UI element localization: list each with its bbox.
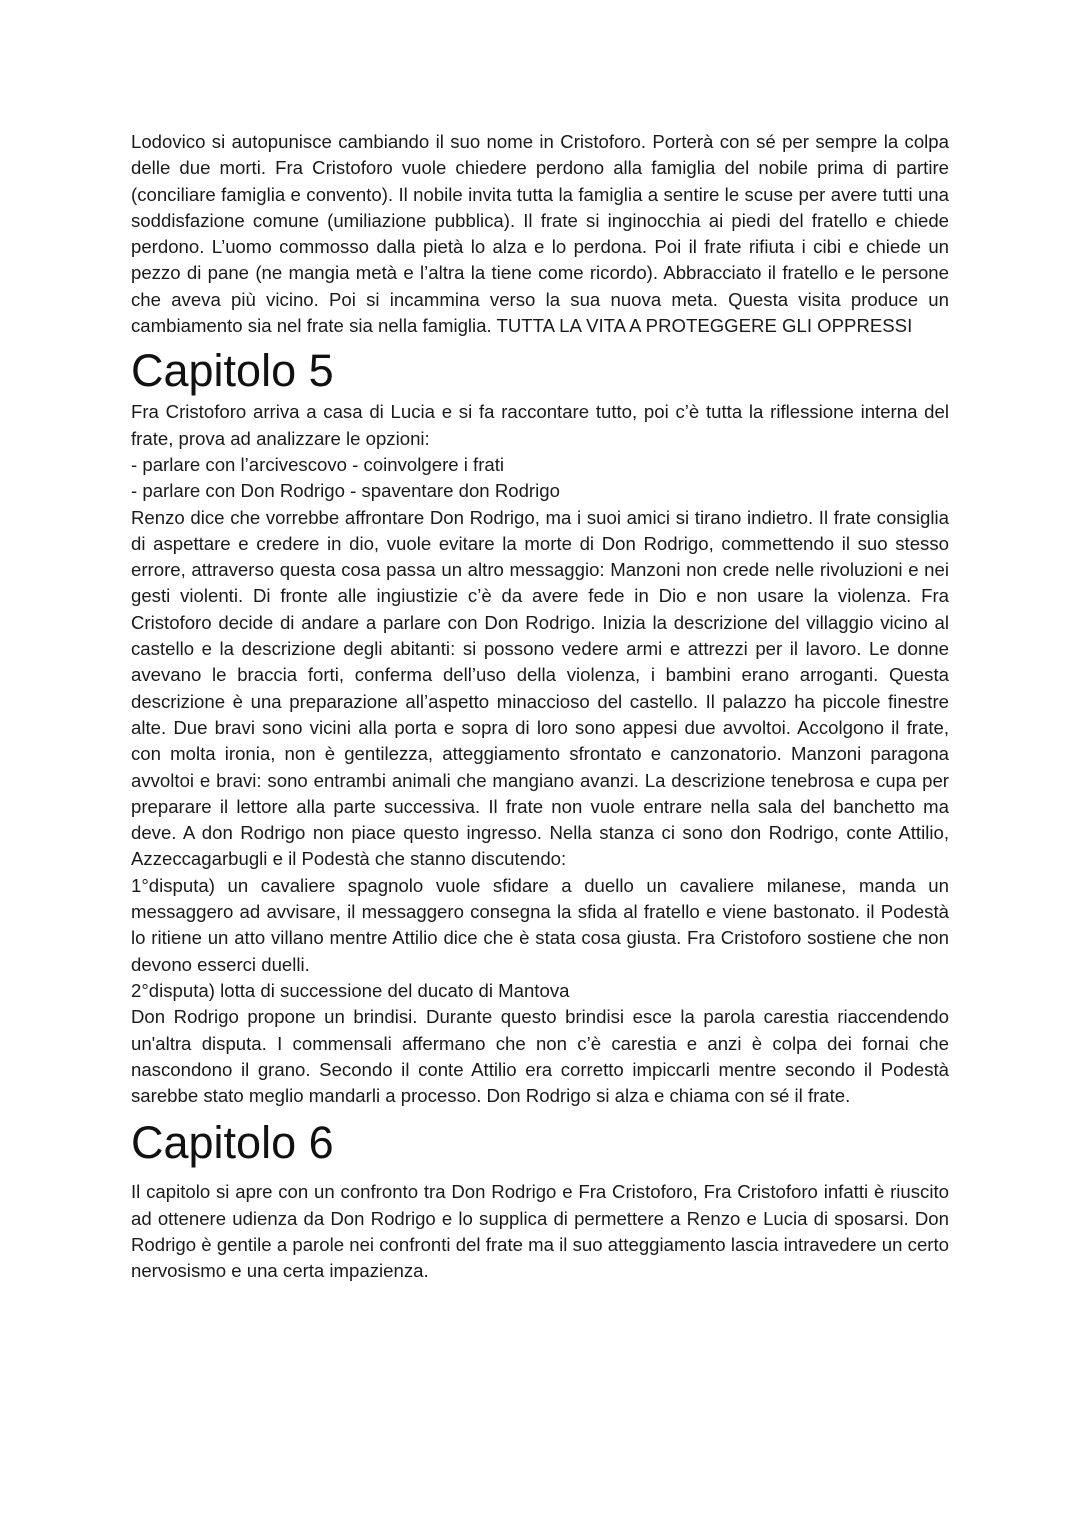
chapter-5-heading: Capitolo 5 (131, 345, 334, 397)
chapter-6-paragraph-1: Il capitolo si apre con un confronto tra Don Rodrigo e Fra Cristoforo, Fra Cristoforo infatti è riuscito ad ottenere udienza da Don Rodrigo e lo supplica di permettere a Renzo e Lucia di sposarsi. Don Rodrigo è gentile a parole nei confronti del frate ma il suo atteggiamento lascia intravedere un certo nervosismo e una certa impazienza. (131, 1181, 949, 1282)
chapter-5-option-1: - parlare con l’arcivescovo - coinvolgere i frati (131, 453, 505, 475)
chapter-5-paragraph-2: Renzo dice che vorrebbe affrontare Don Rodrigo, ma i suoi amici si tirano indietro. Il frate consiglia di aspettare e credere in dio, vuole evitare la morte di Don Rodrigo, commettendo il suo stesso errore, attraverso questa cosa passa un altro messaggio: Manzoni non crede nelle rivoluzioni e nei gesti violenti. Di fronte alle ingiustizie c’è da avere fede in Dio e non usare la violenza. Fra Cristoforo decide di andare a parlare con Don Rodrigo. Inizia la descrizione del villaggio vicino al castello e la descrizione degli abitanti: si possono vedere armi e attrezzi per il lavoro. Le donne avevano le braccia forti, conferma dell’uso della violenza, i bambini erano arroganti. Questa descrizione è una preparazione all’aspetto minaccioso del castello. Il palazzo ha piccole finestre alte. Due bravi sono vicini alla porta e sopra di loro sono appesi due avvoltoi. Accolgono il frate, con molta ironia, non è gentilezza, atteggiamento sfrontato e canzonatorio. Manzoni paragona avvoltoi e bravi: sono entrambi animali che mangiano avanzi. La descrizione tenebrosa e cupa per preparare il lettore alla parte successiva. Il frate non vuole entrare nella sala del banchetto ma deve. A don Rodrigo non piace questo ingresso. Nella stanza ci sono don Rodrigo, conte Attilio, Azzeccagarbugli e il Podestà che stanno discutendo: (131, 506, 949, 870)
chapter-5-option-2: - parlare con Don Rodrigo - spaventare don Rodrigo (131, 480, 560, 502)
chapter-5-paragraph-1: Fra Cristoforo arriva a casa di Lucia e si fa raccontare tutto, poi c’è tutta la riflessione interna del frate, prova ad analizzare le opzioni: (131, 401, 949, 449)
chapter-5-dispute-2: 2°disputa) lotta di successione del ducato di Mantova (131, 979, 570, 1001)
chapter-6-heading: Capitolo 6 (131, 1117, 334, 1169)
intro-paragraph: Lodovico si autopunisce cambiando il suo nome in Cristoforo. Porterà con sé per sempre la colpa delle due morti. Fra Cristoforo vuole chiedere perdono alla famiglia del nobile prima di partire (conciliare famiglia e convento). Il nobile invita tutta la famiglia a sentire le scuse per avere tutti una soddisfazione comune (umiliazione pubblica). Il frate si inginocchia ai piedi del fratello e chiede perdono. L’uomo commosso dalla pietà lo alza e lo perdona. Poi il frate rifiuta i cibi e chiede un pezzo di pane (ne mangia metà e l’altra la tiene come ricordo). Abbracciato il fratello e le persone che aveva più vicino. Poi si incammina verso la sua nuova meta. Questa visita produce un cambiamento sia nel frate sia nella famiglia. TUTTA LA VITA A PROTEGGERE GLI OPPRESSI (131, 131, 949, 337)
chapter-5-dispute-1: 1°disputa) un cavaliere spagnolo vuole sfidare a duello un cavaliere milanese, manda un messaggero ad avvisare, il messaggero consegna la sfida al fratello e viene bastonato. il Podestà lo ritiene un atto villano mentre Attilio dice che è stata cosa giusta. Fra Cristoforo sostiene che non devono esserci duelli. (131, 874, 949, 975)
document-page (131, 129, 949, 1285)
chapter-5-paragraph-3: Don Rodrigo propone un brindisi. Durante questo brindisi esce la parola carestia riaccendendo un'altra disputa. I commensali affermano che non c’è carestia e anzi è colpa dei fornai che nascondono il grano. Secondo il conte Attilio era corretto impiccarli mentre secondo il Podestà sarebbe stato meglio mandarli a processo. Don Rodrigo si alza e chiama con sé il frate. (131, 1006, 949, 1107)
